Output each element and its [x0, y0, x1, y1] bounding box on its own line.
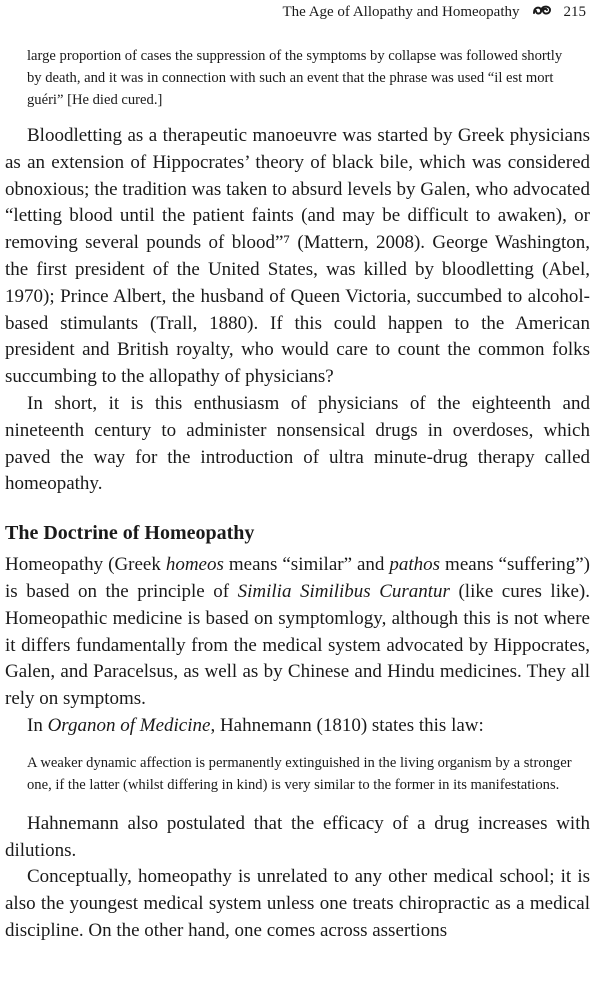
- organon-book-title: Organon of Medicine: [47, 714, 211, 736]
- doctrine-text-3: means “suffering”) is based on the principle of: [5, 554, 590, 602]
- page-number: 215: [563, 4, 586, 20]
- section-heading: The Doctrine of Homeopathy: [5, 522, 255, 545]
- paragraph-doctrine: [5, 552, 590, 713]
- doctrine-text-4: (like cures like). Homeopathic medicine is based on symptomlogy, although this is not where it differs fundamentally from the medical system advocated by Hippocrates, Galen, and Paracelsus, as well as by Chinese and Hindu medicines. They all rely on symptoms.: [5, 580, 590, 710]
- paragraph-conceptually: Conceptually, homeopathy is unrelated to any other medical school; it is also the youngest medical system unless one treats chiropractic as a medical discipline. On the other hand, one comes across assertions: [5, 866, 590, 941]
- doctrine-text-1: Homeopathy (Greek: [5, 554, 166, 576]
- block-quote-hahnemann: A weaker dynamic affection is permanently extinguished in the living organism by a stronger one, if the latter (whilst differing in kind) is very similar to the former in its manifestations.: [27, 754, 572, 793]
- organon-text-2: , Hahnemann (1810) states this law:: [210, 714, 484, 736]
- paragraph-bloodletting: Bloodletting as a therapeutic manoeuvre was started by Greek physicians as an extension of Hippocrates’ theory of black bile, which was considered obnoxious; the tradition was taken to absurd levels by Galen, who advocated “letting blood until the patient faints (and may be difficult to awaken), or removing several pounds of blood”⁷ (Mattern, 2008). George Washington, the first president of the United States, was killed by bloodletting (Abel, 1970); Prince Albert, the husband of Queen Victoria, succumbed to alcohol-based stimulants (Trall, 1880). If this could happen to the American president and British royalty, who would care to count the common folks succumbing to the allopathy of physicians?: [5, 125, 590, 388]
- running-head: [282, 4, 586, 21]
- paragraph-organon: [5, 713, 590, 740]
- body-text: [5, 45, 590, 945]
- organon-text-1: In: [27, 714, 48, 736]
- fleuron-ornament-icon: [532, 4, 552, 21]
- paragraph-in-short: In short, it is this enthusiasm of physicians of the eighteenth and nineteenth century to administer nonsensical drugs in overdoses, which paved the way for the introduction of ultra minute-drug therapy called homeopathy.: [5, 392, 590, 495]
- fleuron-ornament-icon-svg: [532, 4, 552, 16]
- doctrine-emphasis-similia: Similia Similibus Curantur: [237, 580, 450, 602]
- block-quote-top: large proportion of cases the suppression of the symptoms by collapse was followed shortly by death, and it was in connection with such an event that the phrase was used “il est mort guéri” [He died cured.]: [27, 48, 563, 108]
- doctrine-emphasis-pathos: pathos: [389, 554, 441, 576]
- doctrine-emphasis-homeos: homeos: [165, 554, 224, 576]
- doctrine-text-2: means “similar” and: [223, 554, 390, 576]
- paragraph-dilutions: Hahnemann also postulated that the efficacy of a drug increases with dilutions.: [5, 812, 590, 861]
- running-title: The Age of Allopathy and Homeopathy: [282, 4, 520, 20]
